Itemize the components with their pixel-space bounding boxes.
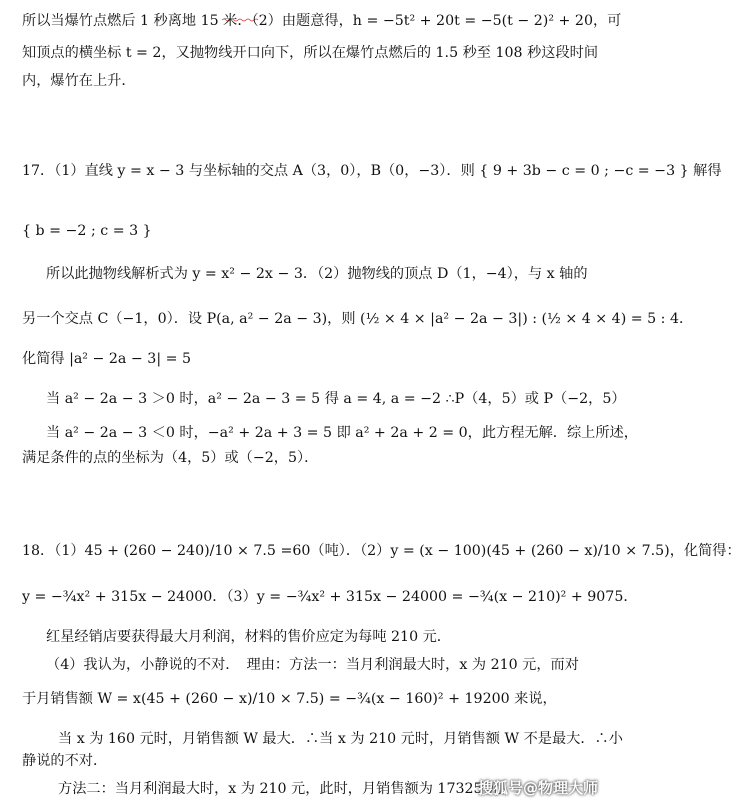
problem-18-line-6: 当 x 为 160 元时，月销售额 W 最大．∴当 x 为 210 元时，月销售额 W 不是最大．∴小 — [58, 731, 623, 747]
problem-17-line-4: 化简得 |a² − 2a − 3| = 5 — [22, 351, 192, 367]
problem-17-line-3: 另一个交点 C（−1，0）．设 P(a, a² − 2a − 3)，则 (½ × 4 × |a² − 2a − 3|) : (½ × 4 × 4) = 5 : 4． — [22, 311, 694, 327]
text-line-3: 内，爆竹在上升． — [22, 73, 136, 89]
problem-18-line-5: 于月销售额 W = x(45 + (260 − x)/10 × 7.5) = −¾(x − 160)² + 19200 来说， — [22, 691, 557, 707]
problem-17-system: { b = −2 ; c = 3 } — [22, 223, 152, 239]
problem-18-line-4: （4）我认为，小静说的不对． 理由：方法一：当月利润最大时，x 为 210 元，而对 — [46, 657, 579, 673]
problem-18-line-3: 红星经销店要获得最大月利润，材料的售价应定为每吨 210 元． — [46, 629, 451, 645]
text-line-2: 知顶点的横坐标 t = 2，又抛物线开口向下，所以在爆竹点燃后的 1.5 秒至 108 秒这段时间 — [22, 45, 599, 61]
problem-18-line-2: y = −¾x² + 315x − 24000．（3）y = −¾x² + 315x − 24000 = −¾(x − 210)² + 9075． — [22, 589, 638, 605]
watermark: 搜狐号@物理大师 — [477, 779, 598, 797]
problem-18-line-8: 方法二：当月利润最大时，x 为 210 元，此时，月销售额为 17325 元 — [58, 781, 502, 797]
problem-17-line-6: 当 a² − 2a − 3 ＜0 时，−a² + 2a + 3 = 5 即 a² + 2a + 2 = 0，此方程无解．综上所述， — [46, 425, 638, 441]
problem-17-line-5: 当 a² − 2a − 3 ＞0 时，a² − 2a − 3 = 5 得 a = 4, a = −2 ∴P（4，5）或 P（−2，5） — [46, 391, 626, 407]
problem-18-line-1: 18．（1）45 + (260 − 240)/10 × 7.5 =60（吨）．（2）y = (x − 100)(45 + (260 − x)/10 × 7.5)，化简得： — [22, 543, 741, 559]
problem-18-line-7: 静说的不对． — [22, 753, 108, 769]
problem-17-line-7: 满足条件的点的坐标为（4，5）或（−2，5）． — [22, 450, 319, 466]
text-line-1: 所以当爆竹点燃后 1 秒离地 15 米．（2）由题意得，h = −5t² + 20t = −5(t − 2)² + 20，可 — [22, 13, 622, 29]
problem-17-line-2: 所以此抛物线解析式为 y = x² − 2x − 3．（2）抛物线的顶点 D（1，−4），与 x 轴的 — [46, 266, 588, 282]
problem-17-line-1: 17．（1）直线 y = x − 3 与坐标轴的交点 A（3，0），B（0，−3）．则 { 9 + 3b − c = 0 ; −c = −3 } 解得 — [22, 163, 722, 179]
